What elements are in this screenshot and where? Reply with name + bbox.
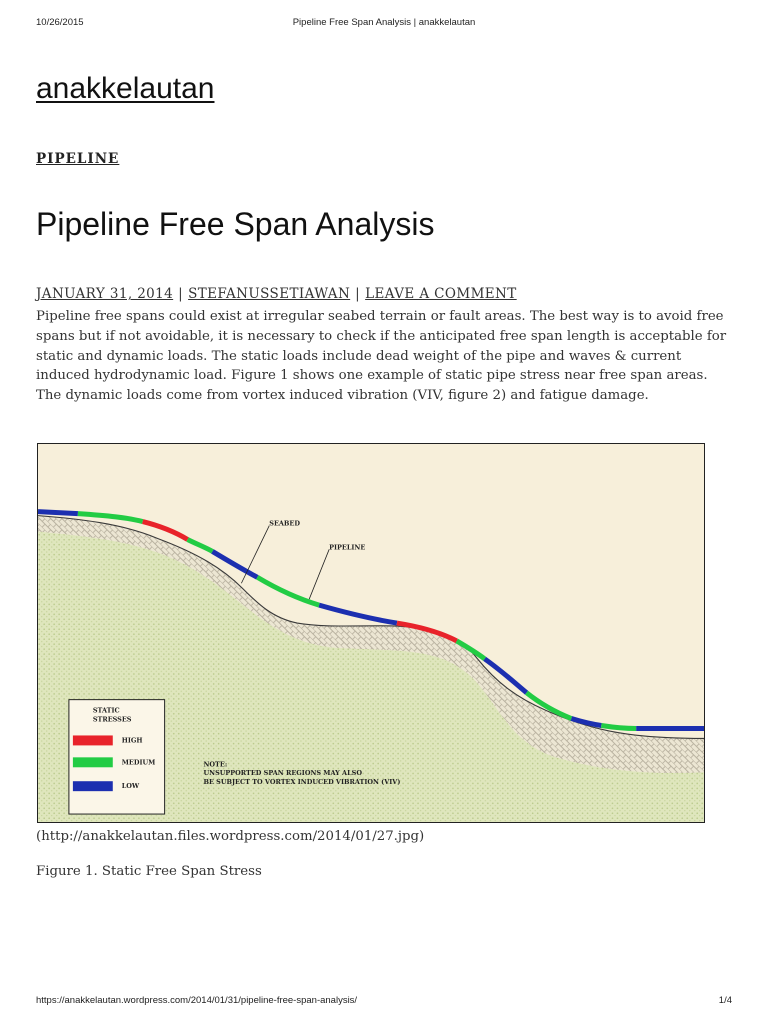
print-page-number: 1/4 — [718, 995, 732, 1006]
stress-legend — [69, 700, 165, 814]
post-date-link[interactable]: JANUARY 31, 2014 — [36, 286, 174, 302]
print-date: 10/26/2015 — [36, 17, 84, 28]
post-title: Pipeline Free Span Analysis — [36, 206, 435, 242]
legend-swatch-high — [73, 735, 113, 745]
legend-swatch-medium — [73, 757, 113, 767]
legend-label-medium: MEDIUM — [121, 758, 156, 767]
legend-title: STRESSES — [92, 715, 132, 724]
post-meta — [36, 286, 517, 302]
print-url: https://anakkelautan.wordpress.com/2014/01/31/pipeline-free-span-analysis/ — [36, 995, 358, 1006]
author-link[interactable]: STEFANUSSETIAWAN — [188, 286, 351, 302]
legend-title: STATIC — [92, 706, 120, 715]
site-title-link[interactable]: anakkelautan — [36, 72, 215, 105]
category-link[interactable]: PIPELINE — [36, 151, 120, 167]
free-span-diagram — [38, 444, 704, 822]
meta-separator: | — [355, 286, 361, 302]
legend-label-high: HIGH — [121, 736, 143, 745]
note-line: UNSUPPORTED SPAN REGIONS MAY ALSO — [203, 769, 362, 778]
seabed-label: SEABED — [269, 519, 300, 528]
print-page-title: Pipeline Free Span Analysis | anakkelautan — [292, 17, 476, 28]
note-line: BE SUBJECT TO VORTEX INDUCED VIBRATION (VIV) — [203, 778, 401, 787]
pipeline-label: PIPELINE — [329, 543, 366, 552]
figure-caption: Figure 1. Static Free Span Stress — [36, 864, 262, 879]
legend-label-low: LOW — [121, 782, 140, 791]
print-footer — [36, 995, 732, 1007]
note-title: NOTE: — [203, 760, 228, 769]
meta-separator: | — [178, 286, 184, 302]
legend-swatch-low — [73, 781, 113, 791]
print-header — [36, 17, 732, 29]
leave-comment-link[interactable]: LEAVE A COMMENT — [365, 286, 517, 302]
figure-source-link[interactable]: (http://anakkelautan.files.wordpress.com/2014/01/27.jpg) — [36, 829, 425, 844]
post-body: Pipeline free spans could exist at irregular seabed terrain or fault areas. The best way is to avoid free spans but if not avoidable, it is necessary to check if the anticipated free span length is acceptable for static and dynamic loads. The static loads include dead weight of the pipe and waves & current induced hydrodynamic load. Figure 1 shows one example of static pipe stress near free span areas. The dynamic loads come from vortex induced vibration (VIV, figure 2) and fatigue damage. — [36, 309, 727, 404]
figure-image[interactable] — [37, 443, 705, 823]
